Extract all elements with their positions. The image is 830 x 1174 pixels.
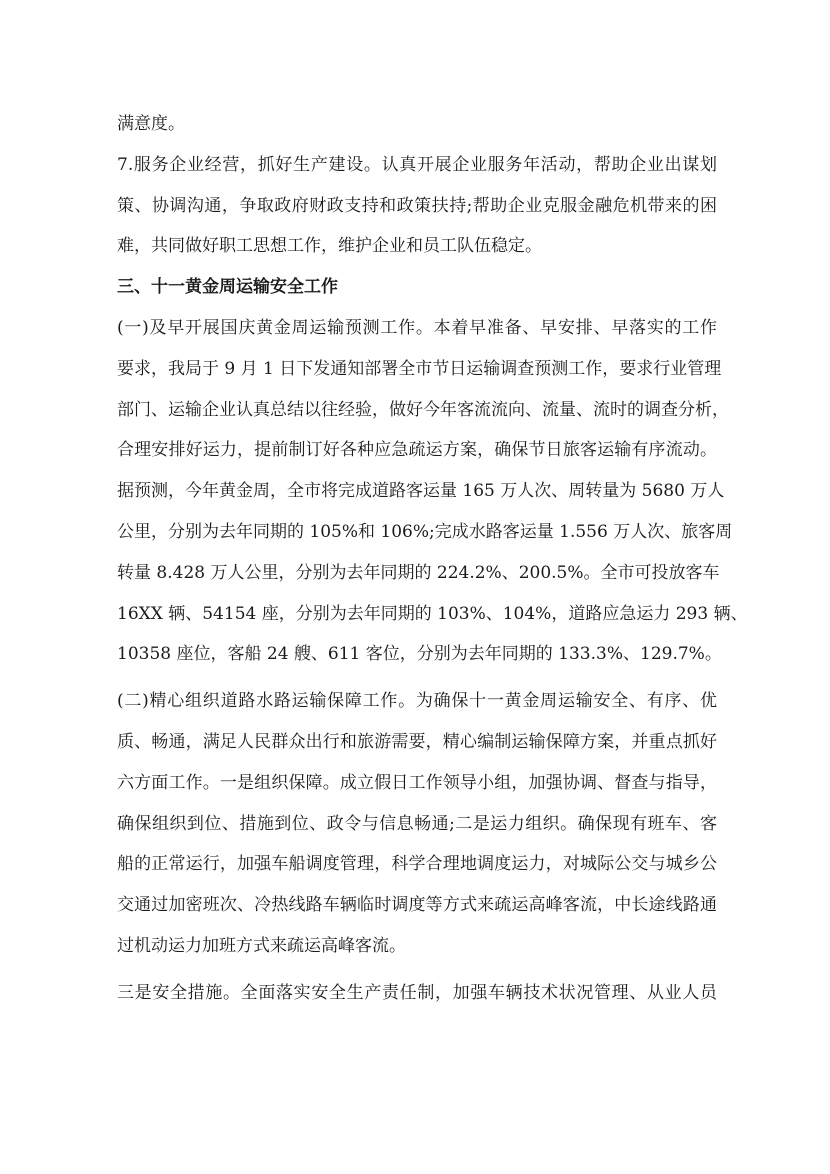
text-line: 要求，我局于 9 月 1 日下发通知部署全市节日运输调查预测工作，要求行业管理 <box>117 358 722 379</box>
text-line: 据预测，今年黄金周，全市将完成道路客运量 165 万人次、周转量为 5680 万人 <box>117 481 725 502</box>
text-line: 交通过加密班次、冷热线路车辆临时调度等方式来疏运高峰客流，中长途线路通 <box>117 895 717 916</box>
text-line: 合理安排好运力，提前制订好各种应急疏运方案，确保节日旅客运输有序流动。 <box>117 440 717 461</box>
text-line: 策、协调沟通，争取政府财政支持和政策扶持;帮助企业克服金融危机带来的困 <box>117 195 717 216</box>
document-body <box>117 104 748 1014</box>
text-line: 10358 座位，客船 24 艘、611 客位，分别为去年同期的 133.3%、129.7%。 <box>117 644 722 665</box>
text-line: 确保组织到位、措施到位、政令与信息畅通;二是运力组织。确保现有班车、客 <box>117 813 717 834</box>
text-line: 公里，分别为去年同期的 105%和 106%;完成水路客运量 1.556 万人次、旅客周 <box>117 521 733 542</box>
text-line: 六方面工作。一是组织保障。成立假日工作领导小组，加强协调、督查与指导， <box>117 772 717 793</box>
section-heading: 三、十一黄金周运输安全工作 <box>117 277 338 298</box>
text-line: (二)精心组织道路水路运输保障工作。为确保十一黄金周运输安全、有序、优 <box>117 691 717 712</box>
text-line: 船的正常运行，加强车船调度管理，科学合理地调度运力，对城际公交与城乡公 <box>117 854 717 875</box>
text-line: 部门、运输企业认真总结以往经验，做好今年客流流向、流量、流时的调查分析， <box>117 399 729 420</box>
text-line: 过机动运力加班方式来疏运高峰客流。 <box>117 935 406 956</box>
text-line: 16XX 辆、54154 座，分别为去年同期的 103%、104%，道路应急运力 293 辆、 <box>117 603 748 624</box>
text-line: 难，共同做好职工思想工作，维护企业和员工队伍稳定。 <box>117 236 542 257</box>
text-line: 7.服务企业经营，抓好生产建设。认真开展企业服务年活动，帮助企业出谋划 <box>117 154 717 175</box>
text-line: 三是安全措施。全面落实安全生产责任制，加强车辆技术状况管理、从业人员 <box>117 982 717 1003</box>
text-line: (一)及早开展国庆黄金周运输预测工作。本着早准备、早安排、早落实的工作 <box>117 317 717 338</box>
text-line: 转量 8.428 万人公里，分别为去年同期的 224.2%、200.5%。全市可投放客车 <box>117 562 720 583</box>
text-line: 满意度。 <box>117 114 185 134</box>
text-line: 质、畅通，满足人民群众出行和旅游需要，精心编制运输保障方案，并重点抓好 <box>117 731 717 752</box>
